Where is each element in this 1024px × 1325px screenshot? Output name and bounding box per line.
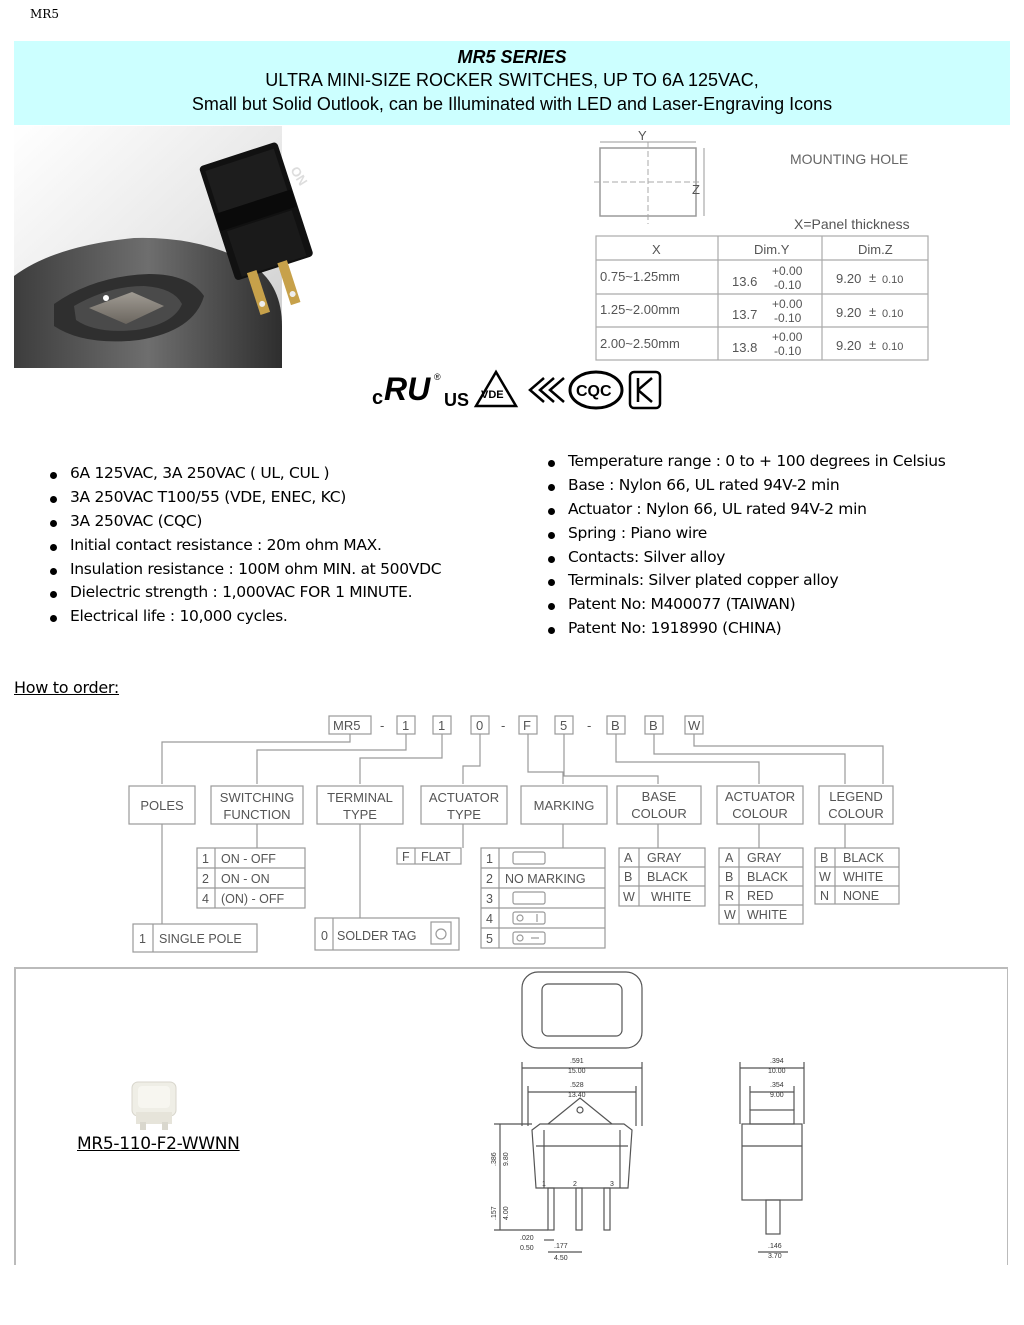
ul-reg: ® bbox=[434, 372, 441, 382]
ul-c: c bbox=[372, 387, 384, 409]
label-z: Z bbox=[692, 182, 700, 197]
ordering-code-diagram bbox=[125, 712, 905, 956]
ul-mark: RU bbox=[384, 371, 431, 407]
cqc-logo bbox=[570, 372, 622, 408]
category-legend-colour: COLOUR bbox=[828, 806, 884, 821]
category-actuator-type: ACTUATOR bbox=[428, 790, 500, 805]
ul-us: US bbox=[444, 390, 470, 410]
order-digit: 1 bbox=[402, 718, 410, 733]
svg-text:±: ± bbox=[869, 304, 877, 319]
small-switch-photo bbox=[128, 1076, 180, 1130]
order-dash: - bbox=[380, 718, 385, 733]
header-band bbox=[14, 41, 1010, 125]
spec-item: Temperature range : 0 to + 100 degrees in Celsius bbox=[548, 450, 946, 474]
dim-inner-mm: 13.40 bbox=[568, 1092, 586, 1099]
order-dash: - bbox=[587, 718, 592, 733]
dim-term-mm: 4.00 bbox=[503, 1206, 510, 1220]
option-label: ON - OFF bbox=[221, 852, 276, 866]
spec-item: 3A 250VAC T100/55 (VDE, ENEC, KC) bbox=[50, 486, 441, 510]
spec-item: Initial contact resistance : 20m ohm MAX. bbox=[50, 534, 441, 558]
row-z: 9.20 bbox=[836, 338, 862, 353]
spec-item: Patent No: 1918990 (CHINA) bbox=[548, 617, 946, 641]
subtitle-ratings: ULTRA MINI-SIZE ROCKER SWITCHES, UP TO 6A 125VAC, bbox=[265, 70, 759, 90]
dim-pitch-in: .177 bbox=[554, 1243, 568, 1250]
category-legend-colour: LEGEND bbox=[829, 789, 883, 804]
option-label: SINGLE POLE bbox=[159, 932, 242, 946]
order-letter: B bbox=[649, 718, 658, 733]
spec-item: Base : Nylon 66, UL rated 94V-2 min bbox=[548, 474, 946, 498]
option-label: RED bbox=[747, 889, 774, 903]
row-tol-plus: +0.00 bbox=[772, 297, 803, 311]
vde-text: VDE bbox=[481, 389, 504, 401]
label-y: Y bbox=[638, 128, 647, 143]
row-y: 13.8 bbox=[732, 340, 758, 355]
photo-legend: ON bbox=[287, 163, 311, 189]
panel-thickness-note: X=Panel thickness bbox=[794, 216, 910, 232]
kc-logo bbox=[530, 378, 564, 402]
svg-text:±: ± bbox=[869, 337, 877, 352]
category-switching: FUNCTION bbox=[223, 807, 291, 822]
option-code: 2 bbox=[486, 872, 493, 886]
spec-item: Spring : Piano wire bbox=[548, 522, 946, 546]
col-dim-z: Dim.Z bbox=[858, 242, 893, 257]
option-code: B bbox=[624, 870, 633, 884]
option-label: WHITE bbox=[843, 870, 884, 884]
ul-logo bbox=[372, 371, 469, 410]
category-actuator-colour: COLOUR bbox=[732, 806, 788, 821]
dim-thick-in: .020 bbox=[520, 1235, 534, 1242]
option-label: GRAY bbox=[747, 851, 782, 865]
row-z: 9.20 bbox=[836, 305, 862, 320]
how-to-order-heading: How to order: bbox=[14, 678, 120, 697]
option-label: NO MARKING bbox=[505, 872, 586, 886]
dim-width-mm: 15.00 bbox=[568, 1068, 586, 1075]
dim-side-thick-mm: 3.70 bbox=[768, 1253, 782, 1260]
order-letter: F bbox=[523, 718, 531, 733]
row-tol-plus: +0.00 bbox=[772, 330, 803, 344]
row-y: 13.7 bbox=[732, 307, 758, 322]
category-base-colour: BASE bbox=[641, 789, 677, 804]
specs-right-list bbox=[548, 450, 946, 641]
option-code: W bbox=[819, 870, 831, 884]
col-x: X bbox=[652, 242, 661, 257]
document-tag: MR5 bbox=[30, 7, 59, 21]
category-actuator-type: TYPE bbox=[447, 807, 481, 822]
mounting-hole-figure bbox=[592, 128, 934, 368]
option-label: WHITE bbox=[651, 890, 692, 904]
option-label: NONE bbox=[843, 889, 880, 903]
row-z-tol: 0.10 bbox=[882, 274, 904, 286]
option-label: ON - ON bbox=[221, 872, 270, 886]
option-code: B bbox=[725, 870, 734, 884]
row-tol-minus: -0.10 bbox=[774, 311, 802, 325]
spec-item: Contacts: Silver alloy bbox=[548, 546, 946, 570]
cqc-text: CQC bbox=[576, 383, 612, 400]
category-switching: SWITCHING bbox=[219, 790, 295, 805]
order-digit: 0 bbox=[476, 718, 484, 733]
order-letter: B bbox=[611, 718, 620, 733]
mounting-hole-title: MOUNTING HOLE bbox=[790, 151, 909, 167]
row-x: 1.25~2.00mm bbox=[600, 302, 680, 317]
dim-side-width-mm: 10.00 bbox=[768, 1068, 786, 1075]
category-marking: MARKING bbox=[533, 798, 595, 813]
certification-logos bbox=[372, 368, 664, 412]
dim-height-in: .386 bbox=[491, 1152, 498, 1166]
option-label: WHITE bbox=[747, 908, 788, 922]
vde-logo bbox=[476, 372, 516, 406]
dim-term-in: .157 bbox=[491, 1206, 498, 1220]
option-label: GRAY bbox=[647, 851, 682, 865]
dim-pitch-mm: 4.50 bbox=[554, 1255, 568, 1262]
row-x: 0.75~1.25mm bbox=[600, 269, 680, 284]
option-code: F bbox=[402, 850, 410, 864]
dimension-drawing bbox=[488, 970, 828, 1266]
spec-item: Dielectric strength : 1,000VAC FOR 1 MINUTE. bbox=[50, 581, 441, 605]
option-code: N bbox=[820, 889, 830, 903]
order-digit: 5 bbox=[560, 718, 568, 733]
option-code: 1 bbox=[486, 852, 493, 866]
dim-width-in: .591 bbox=[570, 1058, 584, 1065]
spec-item: Terminals: Silver plated copper alloy bbox=[548, 569, 946, 593]
row-z-tol: 0.10 bbox=[882, 308, 904, 320]
svg-text:±: ± bbox=[869, 270, 877, 285]
spec-item: Insulation resistance : 100M ohm MIN. at 500VDC bbox=[50, 558, 441, 582]
specs-left-list bbox=[50, 462, 441, 629]
pin-label: 3 bbox=[610, 1181, 614, 1188]
dim-side-width-in: .394 bbox=[770, 1058, 784, 1065]
option-code: 4 bbox=[202, 892, 209, 906]
order-dash: - bbox=[501, 718, 506, 733]
dim-inner-in: .528 bbox=[570, 1082, 584, 1089]
option-label: (ON) - OFF bbox=[221, 892, 285, 906]
kc-mark-logo bbox=[630, 372, 660, 408]
spec-item: 6A 125VAC, 3A 250VAC ( UL, CUL ) bbox=[50, 462, 441, 486]
order-letter: W bbox=[688, 718, 701, 733]
option-label: FLAT bbox=[421, 850, 451, 864]
category-actuator-colour: ACTUATOR bbox=[724, 789, 796, 804]
category-terminal: TYPE bbox=[343, 807, 377, 822]
dim-height-mm: 9.80 bbox=[503, 1152, 510, 1166]
spec-item: Actuator : Nylon 66, UL rated 94V-2 min bbox=[548, 498, 946, 522]
series-title: MR5 SERIES bbox=[457, 47, 567, 67]
product-photo bbox=[14, 126, 311, 368]
row-y: 13.6 bbox=[732, 274, 758, 289]
dim-side-inner-in: .354 bbox=[770, 1082, 784, 1089]
spec-item: Patent No: M400077 (TAIWAN) bbox=[548, 593, 946, 617]
option-code: 1 bbox=[202, 852, 209, 866]
row-x: 2.00~2.50mm bbox=[600, 336, 680, 351]
category-terminal: TERMINAL bbox=[327, 790, 393, 805]
pin-label: 1 bbox=[542, 1181, 546, 1188]
option-code: W bbox=[623, 890, 635, 904]
dim-thick-mm: 0.50 bbox=[520, 1245, 534, 1252]
spec-item: Electrical life : 10,000 cycles. bbox=[50, 605, 441, 629]
option-label: BLACK bbox=[843, 851, 884, 865]
category-base-colour: COLOUR bbox=[631, 806, 687, 821]
option-code: 0 bbox=[321, 929, 328, 943]
order-digit: 1 bbox=[438, 718, 446, 733]
option-code: 4 bbox=[486, 912, 493, 926]
option-code: 1 bbox=[139, 932, 146, 946]
option-code: R bbox=[725, 889, 735, 903]
category-poles: POLES bbox=[140, 798, 184, 813]
option-code: 5 bbox=[486, 932, 493, 946]
option-code: W bbox=[724, 908, 736, 922]
row-z: 9.20 bbox=[836, 271, 862, 286]
order-prefix: MR5 bbox=[333, 718, 361, 733]
option-label: SOLDER TAG bbox=[337, 929, 417, 943]
part-number-link[interactable]: MR5-110-F2-WWNN bbox=[77, 1134, 240, 1154]
row-z-tol: 0.10 bbox=[882, 341, 904, 353]
row-tol-plus: +0.00 bbox=[772, 264, 803, 278]
option-code: A bbox=[725, 851, 734, 865]
option-code: A bbox=[624, 851, 633, 865]
option-label: BLACK bbox=[747, 870, 788, 884]
pin-label: 2 bbox=[573, 1181, 577, 1188]
subtitle-features: Small but Solid Outlook, can be Illuminated with LED and Laser-Engraving Icons bbox=[191, 94, 833, 114]
dim-side-thick-in: .146 bbox=[768, 1243, 782, 1250]
row-tol-minus: -0.10 bbox=[774, 344, 802, 358]
dim-side-inner-mm: 9.00 bbox=[770, 1092, 784, 1099]
option-code: 3 bbox=[486, 892, 493, 906]
option-code: B bbox=[820, 851, 829, 865]
col-dim-y: Dim.Y bbox=[754, 242, 790, 257]
option-code: 2 bbox=[202, 872, 209, 886]
option-label: BLACK bbox=[647, 870, 688, 884]
row-tol-minus: -0.10 bbox=[774, 278, 802, 292]
spec-item: 3A 250VAC (CQC) bbox=[50, 510, 441, 534]
